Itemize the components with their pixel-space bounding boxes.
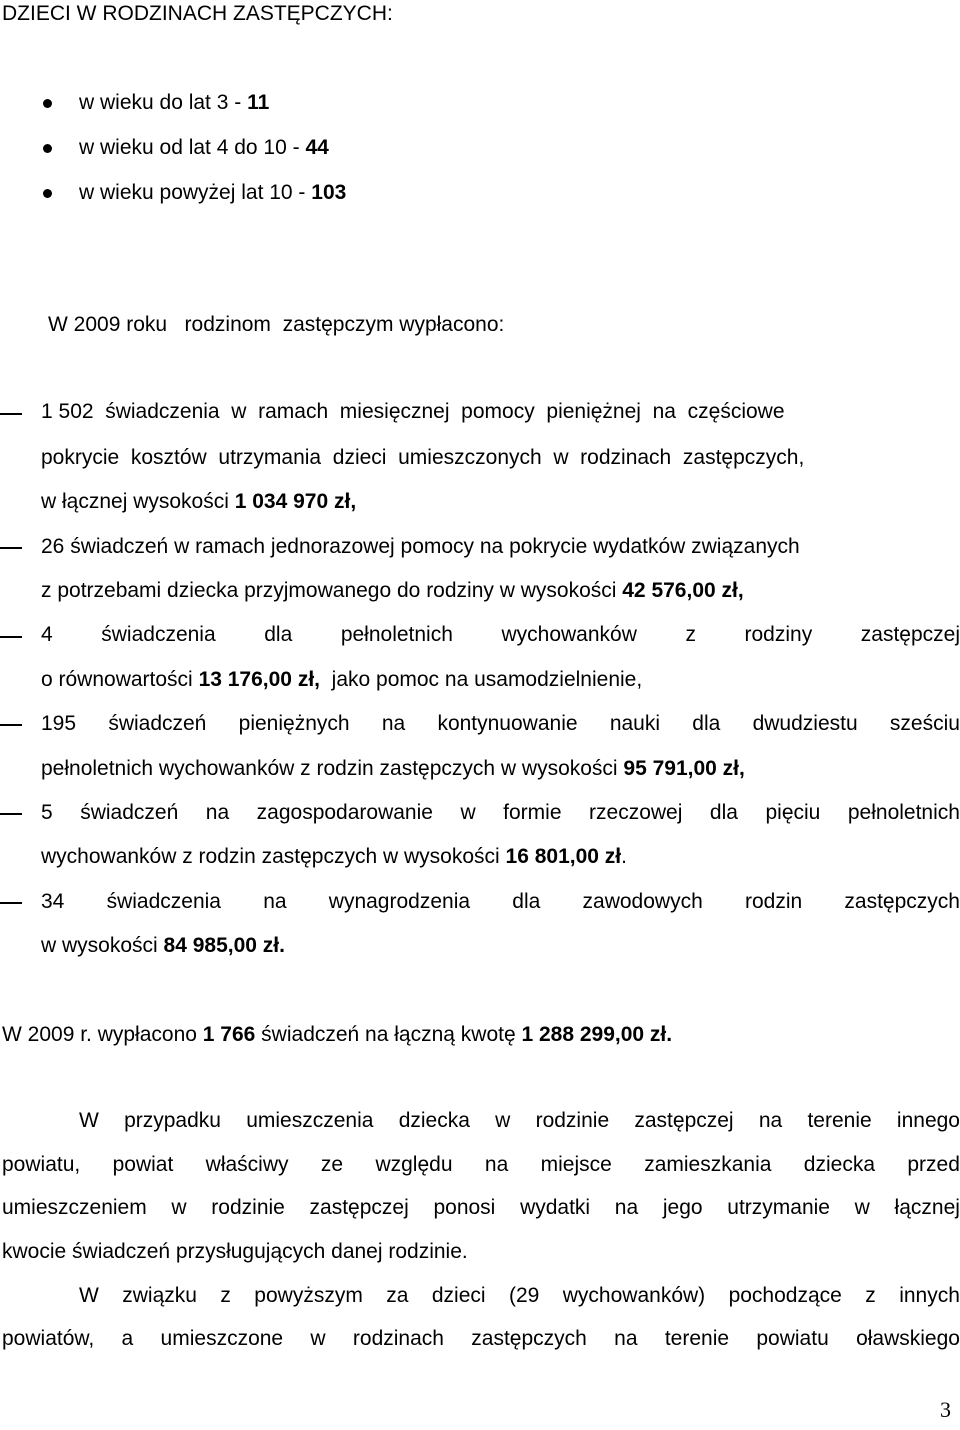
item-line: 1 502 świadczenia w ramach miesięcznej pomocy pieniężnej na częściowe	[41, 400, 785, 423]
word: z	[865, 1284, 876, 1307]
item-line	[41, 668, 642, 692]
word: innego	[896, 1109, 960, 1132]
word: zastępczych	[844, 890, 960, 913]
paragraph-line-justified	[79, 1284, 960, 1308]
age-group-count: 11	[247, 91, 270, 114]
word: dla	[692, 712, 721, 735]
word: w	[310, 1327, 326, 1350]
word: w	[854, 1196, 870, 1219]
word: pełnoletnich	[847, 801, 960, 824]
word: W	[79, 1109, 99, 1132]
word: dzieci	[431, 1284, 486, 1307]
word: pochodzące	[728, 1284, 842, 1307]
item-amount: 95 791,00 zł,	[623, 757, 745, 780]
word: zastępczych	[471, 1327, 587, 1350]
word: na	[263, 890, 287, 913]
bullet-dot	[43, 189, 52, 198]
paragraph-line-justified	[2, 1153, 960, 1177]
word: 34	[41, 890, 65, 913]
word: utrzymanie	[727, 1196, 830, 1219]
age-group-label: w wieku do lat 3 -	[79, 91, 248, 114]
item-line: 26 świadczeń w ramach jednorazowej pomocy na pokrycie wydatków związanych	[41, 535, 800, 558]
summary-amount: 1 288 299,00 zł.	[521, 1023, 673, 1046]
word: z	[685, 623, 696, 646]
word: dla	[264, 623, 293, 646]
word: zastępczej	[860, 623, 960, 646]
item-line	[41, 579, 744, 603]
item-text: w wysokości	[41, 934, 164, 957]
item-line	[41, 845, 627, 869]
word: formie	[503, 801, 562, 824]
word: rodzinie	[211, 1196, 285, 1219]
word: ponosi	[433, 1196, 496, 1219]
item-text: o równowartości	[41, 668, 199, 691]
item-text: .	[621, 845, 627, 868]
word: na	[614, 1196, 639, 1219]
dash-marker	[0, 413, 22, 415]
age-group-text	[79, 181, 346, 205]
word: sześciu	[889, 712, 960, 735]
age-group-text	[79, 91, 269, 115]
word: powiatu,	[2, 1153, 81, 1176]
word: pieniężnych	[238, 712, 350, 735]
word: zastępczej	[634, 1109, 734, 1132]
word: umieszczeniem	[2, 1196, 147, 1219]
word: 4	[41, 623, 53, 646]
word: dla	[512, 890, 541, 913]
word: względu	[375, 1153, 453, 1176]
word: jego	[662, 1196, 703, 1219]
word: nauki	[609, 712, 661, 735]
page-number: 3	[940, 1397, 951, 1422]
paragraph-line: kwocie świadczeń przysługujących danej rodzinie.	[2, 1240, 468, 1263]
word: z	[220, 1284, 231, 1307]
summary-count: 1 766	[202, 1023, 256, 1046]
age-group-label: w wieku od lat 4 do 10 -	[79, 136, 306, 159]
word: w	[495, 1109, 511, 1132]
item-amount: 16 801,00 zł	[505, 845, 622, 868]
word: łącznej	[894, 1196, 960, 1219]
item-text: z potrzebami dziecka przyjmowanego do rodziny w wysokości	[41, 579, 623, 602]
paragraph-line-justified	[2, 1196, 960, 1220]
item-line-justified	[41, 801, 960, 825]
word: w	[460, 801, 476, 824]
dash-marker	[0, 724, 22, 726]
word: w	[171, 1196, 187, 1219]
word: pełnoletnich	[340, 623, 453, 646]
bullet-dot	[43, 99, 52, 108]
item-line-justified	[41, 623, 960, 647]
word: umieszczenia	[246, 1109, 374, 1132]
word: 195	[41, 712, 77, 735]
dash-marker	[0, 902, 22, 904]
word: umieszczone	[160, 1327, 284, 1350]
word: wynagrodzenia	[328, 890, 471, 913]
word: zawodowych	[582, 890, 703, 913]
word: terenie	[664, 1327, 730, 1350]
age-group-label: w wieku powyżej lat 10 -	[79, 181, 312, 204]
item-text: jako pomoc na usamodzielnienie,	[320, 668, 643, 691]
item-line-justified	[41, 890, 960, 914]
summary-text: świadczeń na łączną kwotę	[255, 1023, 522, 1046]
word: na	[614, 1327, 638, 1350]
word: powiatów,	[2, 1327, 95, 1350]
word: na	[758, 1109, 783, 1132]
word: ze	[320, 1153, 344, 1176]
word: rodzinach	[352, 1327, 444, 1350]
word: wydatki	[520, 1196, 591, 1219]
word: związku	[122, 1284, 197, 1307]
word: dwudziestu	[752, 712, 858, 735]
word: oławskiego	[856, 1327, 960, 1350]
word: dziecka	[398, 1109, 470, 1132]
word: terenie	[807, 1109, 872, 1132]
dash-marker	[0, 813, 22, 815]
word: miejsce	[540, 1153, 612, 1176]
word: rodzinie	[535, 1109, 610, 1132]
word: zagospodarowanie	[256, 801, 433, 824]
word: powiat	[112, 1153, 174, 1176]
word: rodziny	[744, 623, 813, 646]
word: świadczenia	[106, 890, 221, 913]
word: przed	[907, 1153, 960, 1176]
item-amount: 84 985,00 zł.	[163, 934, 285, 957]
age-group-text	[79, 136, 329, 160]
summary-line	[2, 1023, 672, 1047]
word: pięciu	[765, 801, 821, 824]
paragraph-line-justified	[79, 1109, 960, 1133]
item-amount: 42 576,00 zł,	[622, 579, 744, 602]
paid-intro: W 2009 roku rodzinom zastępczym wypłacono:	[48, 313, 505, 336]
word: 5	[41, 801, 53, 824]
word: a	[121, 1327, 134, 1350]
word: dziecka	[803, 1153, 875, 1176]
item-line: pokrycie kosztów utrzymania dzieci umieszczonych w rodzinach zastępczych,	[41, 446, 805, 469]
word: dla	[709, 801, 738, 824]
item-amount: 1 034 970 zł,	[234, 490, 357, 513]
word: zamieszkania	[644, 1153, 772, 1176]
age-group-count: 44	[305, 136, 329, 159]
bullet-dot	[43, 144, 52, 153]
word: rzeczowej	[589, 801, 683, 824]
item-line	[41, 490, 356, 514]
word: (29	[508, 1284, 540, 1307]
item-line	[41, 934, 285, 958]
word: na	[484, 1153, 509, 1176]
item-line-justified	[41, 712, 960, 736]
item-text: pełnoletnich wychowanków z rodzin zastępczych w wysokości	[41, 757, 624, 780]
word: właściwy	[205, 1153, 289, 1176]
summary-text: W 2009 r. wypłacono	[2, 1023, 203, 1046]
word: wychowanków	[501, 623, 637, 646]
word: zastępczej	[309, 1196, 409, 1219]
item-text: w łącznej wysokości	[41, 490, 235, 513]
word: przypadku	[124, 1109, 221, 1132]
paragraph-line-justified	[2, 1327, 960, 1351]
dash-marker	[0, 547, 22, 549]
word: świadczenia	[101, 623, 216, 646]
word: kontynuowanie	[437, 712, 578, 735]
word: innych	[899, 1284, 960, 1307]
word: na	[205, 801, 230, 824]
word: powiatu	[756, 1327, 829, 1350]
item-amount: 13 176,00 zł,	[198, 668, 320, 691]
word: rodzin	[744, 890, 803, 913]
word: W	[79, 1284, 99, 1307]
dash-marker	[0, 636, 22, 638]
word: świadczeń	[108, 712, 207, 735]
word: za	[386, 1284, 409, 1307]
word: świadczeń	[80, 801, 179, 824]
item-line	[41, 757, 745, 781]
page-heading: DZIECI W RODZINACH ZASTĘPCZYCH:	[2, 2, 393, 25]
item-text: wychowanków z rodzin zastępczych w wysokości	[41, 845, 506, 868]
word: na	[381, 712, 406, 735]
word: powyższym	[254, 1284, 363, 1307]
age-group-count: 103	[311, 181, 347, 204]
word: wychowanków)	[562, 1284, 706, 1307]
